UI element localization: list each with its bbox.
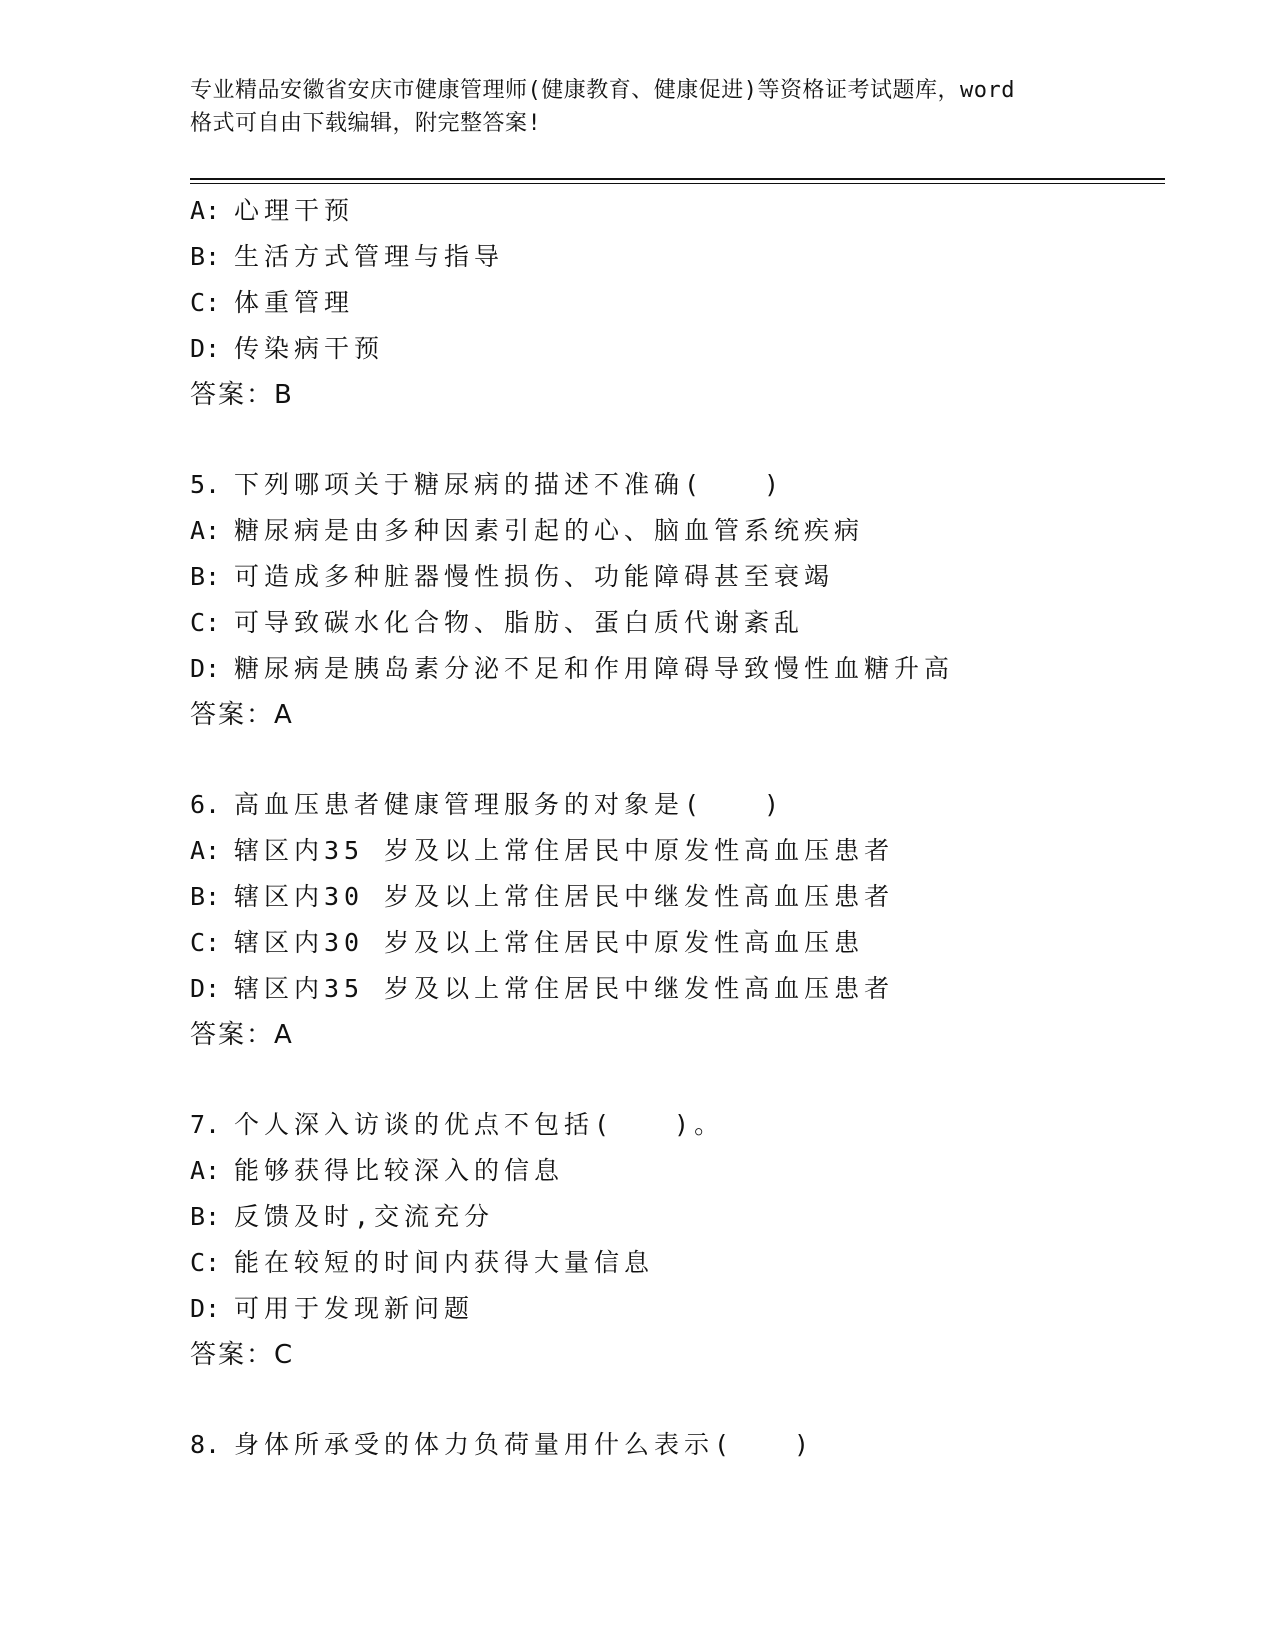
question-stem: 7. 个人深入访谈的优点不包括( )。 [190, 1110, 725, 1139]
question-block-6 [190, 782, 1165, 1058]
option-c: C: 体重管理 [190, 288, 355, 317]
answer-line: 答案：A [190, 700, 294, 730]
option-a: A: 心理干预 [190, 196, 355, 225]
header-rule-thick [190, 178, 1165, 180]
answer-line: 答案：C [190, 1340, 295, 1370]
option-c: C: 能在较短的时间内获得大量信息 [190, 1248, 655, 1277]
option-d: D: 辖区内35 岁及以上常住居民中继发性高血压患者 [190, 974, 895, 1003]
document-header [190, 74, 1110, 140]
option-c: C: 辖区内30 岁及以上常住居民中原发性高血压患 [190, 928, 865, 957]
question-block-8 [190, 1422, 1165, 1468]
option-c: C: 可导致碳水化合物、脂肪、蛋白质代谢紊乱 [190, 608, 805, 637]
question-stem: 8. 身体所承受的体力负荷量用什么表示( ) [190, 1430, 815, 1459]
option-a: A: 辖区内35 岁及以上常住居民中原发性高血压患者 [190, 836, 895, 865]
option-b: B: 生活方式管理与指导 [190, 242, 505, 271]
answer-line: 答案：A [190, 1020, 294, 1050]
header-line-2: 格式可自由下载编辑，附完整答案! [190, 111, 542, 136]
header-rule-thin [190, 183, 1165, 184]
question-block-prev [190, 188, 1165, 418]
question-stem: 6. 高血压患者健康管理服务的对象是( ) [190, 790, 785, 819]
option-a: A: 糖尿病是由多种因素引起的心、脑血管系统疾病 [190, 516, 865, 545]
question-block-7 [190, 1102, 1165, 1378]
option-a: A: 能够获得比较深入的信息 [190, 1156, 565, 1185]
option-b: B: 可造成多种脏器慢性损伤、功能障碍甚至衰竭 [190, 562, 835, 591]
question-stem: 5. 下列哪项关于糖尿病的描述不准确( ) [190, 470, 785, 499]
option-b: B: 辖区内30 岁及以上常住居民中继发性高血压患者 [190, 882, 895, 911]
header-line-1: 专业精品安徽省安庆市健康管理师(健康教育、健康促进)等资格证考试题库，word [190, 78, 1015, 103]
question-block-5 [190, 462, 1165, 738]
answer-line: 答案：B [190, 380, 294, 410]
question-list [190, 188, 1165, 1468]
option-d: D: 可用于发现新问题 [190, 1294, 475, 1323]
option-d: D: 糖尿病是胰岛素分泌不足和作用障碍导致慢性血糖升高 [190, 654, 955, 683]
option-b: B: 反馈及时,交流充分 [190, 1202, 495, 1231]
option-d: D: 传染病干预 [190, 334, 385, 363]
